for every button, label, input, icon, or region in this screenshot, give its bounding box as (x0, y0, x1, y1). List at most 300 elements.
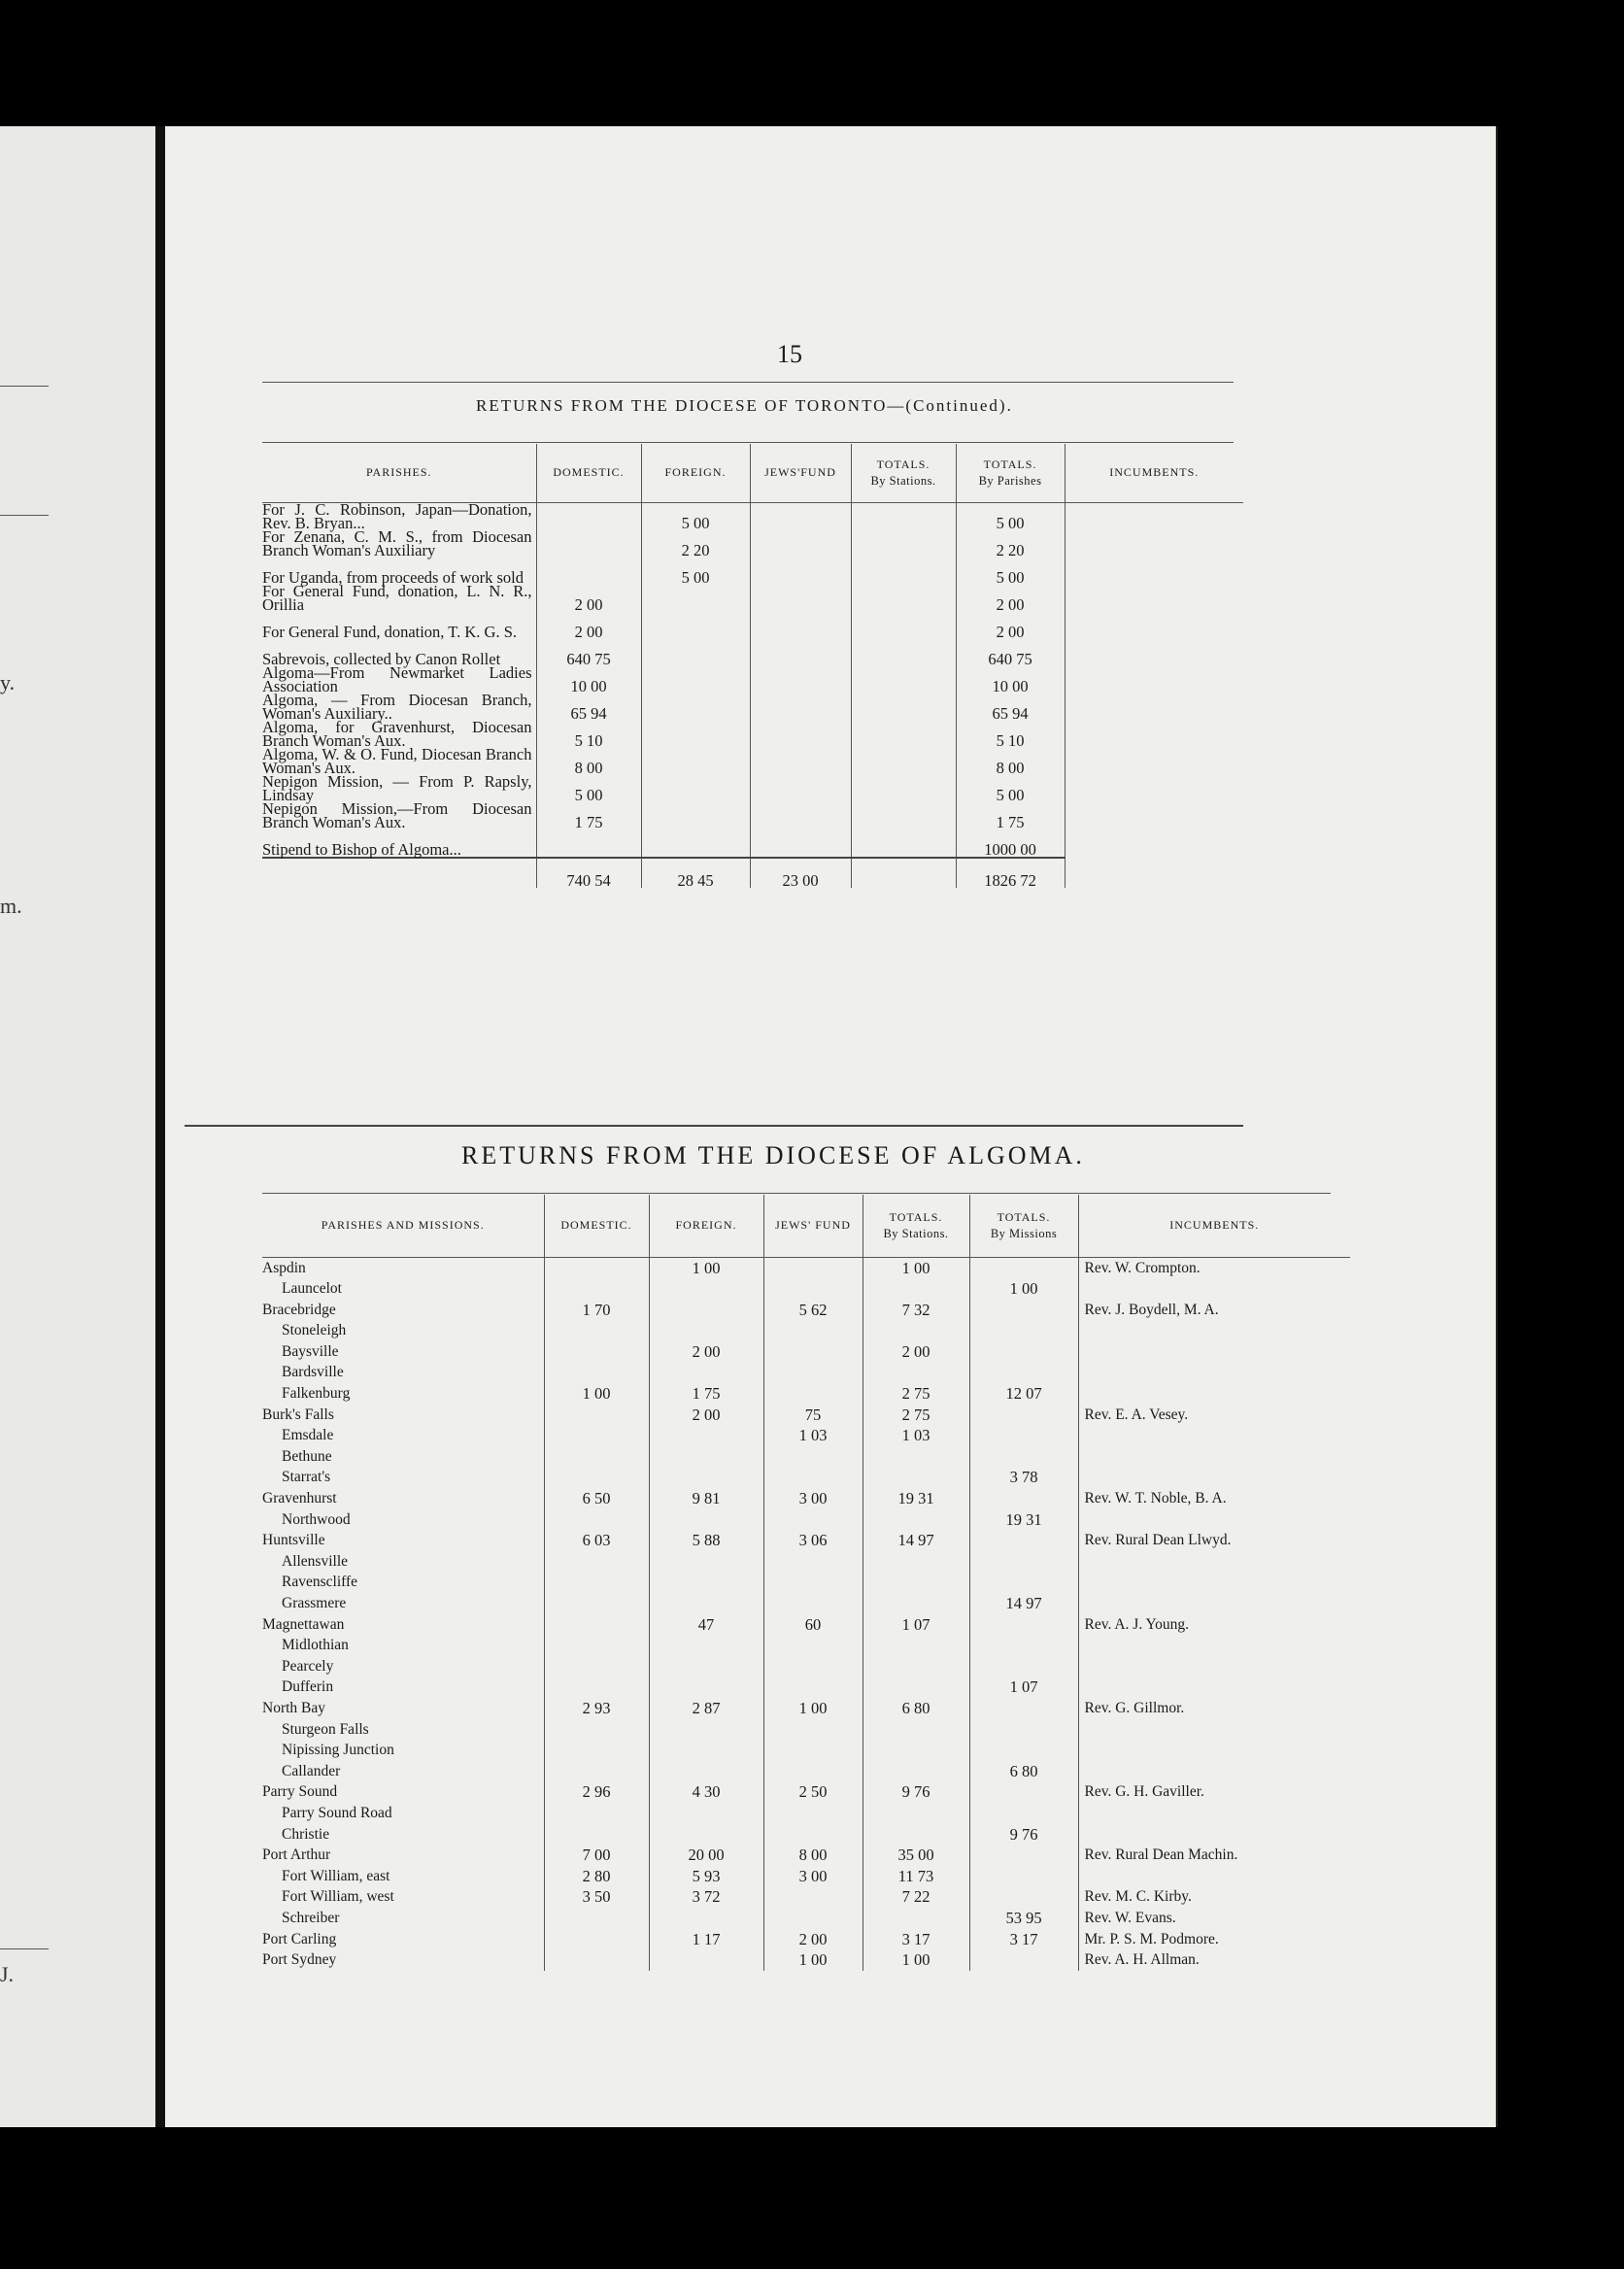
amount-missions (969, 1341, 1078, 1363)
total-domestic: 740 54 (536, 858, 641, 888)
amount-foreign (649, 1572, 763, 1593)
amount-foreign (649, 1300, 763, 1321)
amount-stations: 2 75 (863, 1383, 969, 1405)
table-row (262, 1803, 1350, 1824)
amount-stations (851, 748, 956, 775)
amount-missions (969, 1866, 1078, 1887)
mission-name: Dufferin (282, 1678, 334, 1696)
amount-domestic: 2 80 (544, 1866, 649, 1887)
parish-name: Algoma—From Newmarket Ladies Association (262, 662, 532, 695)
amount-domestic (544, 1949, 649, 1971)
amount-domestic (536, 530, 641, 558)
amount-jews (763, 1320, 863, 1341)
amount-foreign: 4 30 (649, 1781, 763, 1803)
col-header-jews-fund: JEWS'FUND (750, 444, 851, 502)
table-row (262, 1341, 1350, 1363)
incumbent (1078, 1425, 1350, 1446)
amount-domestic: 640 75 (536, 639, 641, 666)
amount-jews (763, 1509, 863, 1531)
amount-foreign (641, 639, 750, 666)
incumbent (1065, 639, 1243, 666)
table-row (262, 1446, 1350, 1468)
parish-name: Nepigon Mission, — From P. Rapsly, Lindsay (262, 771, 532, 804)
amount-stations: 14 97 (863, 1530, 969, 1551)
amount-parishes: 5 00 (956, 558, 1065, 585)
amount-domestic (544, 1341, 649, 1363)
amount-stations (863, 1656, 969, 1677)
amount-jews (763, 1257, 863, 1278)
book-gutter (155, 126, 165, 2127)
parish-name: Algoma, W. & O. Fund, Diocesan Branch Woman's Aux. (262, 744, 532, 777)
amount-jews (763, 1740, 863, 1761)
amount-jews: 60 (763, 1614, 863, 1636)
table-row (262, 802, 1243, 830)
mission-name: Parry Sound Road (282, 1804, 392, 1821)
amount-jews: 8 00 (763, 1845, 863, 1866)
table-row (262, 612, 1243, 639)
amount-stations: 11 73 (863, 1866, 969, 1887)
parish-name: For J. C. Robinson, Japan—Donation, Rev. B. Bryan... (262, 499, 532, 532)
amount-foreign (649, 1509, 763, 1531)
table-row (262, 1866, 1350, 1887)
amount-domestic (544, 1467, 649, 1488)
header-sub-label: By Stations. (883, 1226, 949, 1240)
amount-missions (969, 1803, 1078, 1824)
mission-name: Grassmere (282, 1595, 347, 1611)
mission-name: Port Carling (262, 1930, 337, 1947)
amount-jews (763, 1278, 863, 1300)
amount-stations: 2 75 (863, 1405, 969, 1426)
mission-name: Launcelot (282, 1280, 342, 1298)
header-label: TOTALS. (876, 457, 930, 471)
amount-foreign: 2 00 (649, 1405, 763, 1426)
amount-jews: 3 06 (763, 1530, 863, 1551)
amount-missions (969, 1886, 1078, 1908)
amount-stations: 9 76 (863, 1781, 969, 1803)
amount-foreign (649, 1656, 763, 1677)
amount-foreign (649, 1320, 763, 1341)
mission-name: Falkenburg (282, 1385, 351, 1403)
table-row (262, 1740, 1350, 1761)
amount-jews (750, 694, 851, 721)
mission-name: Nipissing Junction (282, 1742, 394, 1759)
table-row (262, 585, 1243, 612)
amount-foreign (641, 721, 750, 748)
amount-domestic (536, 558, 641, 585)
amount-domestic (544, 1362, 649, 1383)
header-sub-label: By Parishes (978, 473, 1042, 488)
amount-stations (863, 1719, 969, 1741)
mission-name: Port Arthur (262, 1846, 331, 1864)
amount-domestic (544, 1278, 649, 1300)
incumbent (1065, 694, 1243, 721)
algoma-header-top-rule (262, 1193, 1331, 1194)
amount-foreign: 1 75 (649, 1383, 763, 1405)
header-label: TOTALS. (889, 1209, 943, 1224)
amount-jews (763, 1362, 863, 1383)
amount-domestic (544, 1908, 649, 1929)
amount-domestic (544, 1635, 649, 1656)
amount-missions: 53 95 (969, 1908, 1078, 1929)
amount-domestic: 2 00 (536, 612, 641, 639)
amount-missions (969, 1446, 1078, 1468)
table-row (262, 558, 1243, 585)
toronto-header-top-rule (262, 442, 1234, 443)
amount-foreign: 3 72 (649, 1886, 763, 1908)
amount-jews: 1 00 (763, 1949, 863, 1971)
facing-page-rule (0, 515, 49, 516)
mission-name: Schreiber (282, 1909, 340, 1926)
amount-foreign (641, 585, 750, 612)
amount-parishes: 10 00 (956, 666, 1065, 694)
amount-domestic (544, 1425, 649, 1446)
amount-domestic (544, 1761, 649, 1782)
incumbent (1078, 1676, 1350, 1698)
amount-stations (863, 1320, 969, 1341)
mission-name: Midlothian (282, 1637, 349, 1654)
incumbent (1078, 1656, 1350, 1677)
table-row (262, 1886, 1350, 1908)
amount-jews (763, 1635, 863, 1656)
amount-missions: 3 17 (969, 1929, 1078, 1950)
amount-domestic: 65 94 (536, 694, 641, 721)
col-header-foreign: FOREIGN. (649, 1195, 763, 1257)
incumbent (1078, 1362, 1350, 1383)
amount-foreign (649, 1362, 763, 1383)
incumbent (1078, 1824, 1350, 1846)
table-row (262, 1656, 1350, 1677)
amount-domestic: 8 00 (536, 748, 641, 775)
table-row (262, 748, 1243, 775)
amount-missions (969, 1362, 1078, 1383)
amount-stations (851, 612, 956, 639)
amount-jews (763, 1383, 863, 1405)
mission-name: Gravenhurst (262, 1490, 337, 1507)
amount-jews (763, 1341, 863, 1363)
amount-foreign: 2 00 (649, 1341, 763, 1363)
amount-jews (750, 802, 851, 830)
incumbent (1065, 802, 1243, 830)
amount-foreign (649, 1676, 763, 1698)
amount-domestic: 2 96 (544, 1781, 649, 1803)
amount-domestic: 1 70 (544, 1300, 649, 1321)
incumbent (1078, 1320, 1350, 1341)
amount-stations: 1 07 (863, 1614, 969, 1636)
amount-stations (851, 802, 956, 830)
amount-foreign: 20 00 (649, 1845, 763, 1866)
amount-foreign (649, 1446, 763, 1468)
col-header-jews-fund: JEWS' FUND (763, 1195, 863, 1257)
amount-stations: 1 00 (863, 1949, 969, 1971)
amount-foreign (641, 802, 750, 830)
amount-foreign: 47 (649, 1614, 763, 1636)
amount-stations: 35 00 (863, 1845, 969, 1866)
parish-name: Algoma, for Gravenhurst, Diocesan Branch Woman's Aux. (262, 717, 532, 750)
table-row (262, 1572, 1350, 1593)
amount-stations (851, 639, 956, 666)
mission-name: Northwood (282, 1510, 351, 1528)
amount-domestic (544, 1614, 649, 1636)
incumbent (1078, 1446, 1350, 1468)
amount-parishes: 640 75 (956, 639, 1065, 666)
mission-name: Aspdin (262, 1259, 306, 1276)
amount-domestic: 5 00 (536, 775, 641, 802)
mission-name: North Bay (262, 1699, 326, 1716)
amount-domestic (544, 1257, 649, 1278)
amount-domestic (544, 1320, 649, 1341)
totals-label (262, 858, 536, 888)
mission-name: Emsdale (282, 1427, 334, 1444)
amount-stations (851, 694, 956, 721)
incumbent (1065, 612, 1243, 639)
parish-name: For General Fund, donation, L. N. R., Orillia (262, 581, 532, 614)
col-header-domestic: DOMESTIC. (536, 444, 641, 502)
table-row (262, 1761, 1350, 1782)
amount-domestic (544, 1929, 649, 1950)
amount-domestic: 6 50 (544, 1488, 649, 1509)
table-row (262, 1509, 1350, 1531)
amount-jews (763, 1572, 863, 1593)
amount-stations (863, 1572, 969, 1593)
incumbent (1065, 830, 1243, 858)
amount-foreign (649, 1740, 763, 1761)
amount-jews: 1 00 (763, 1698, 863, 1719)
amount-jews: 5 62 (763, 1300, 863, 1321)
amount-missions (969, 1845, 1078, 1866)
amount-foreign (641, 666, 750, 694)
amount-stations (863, 1908, 969, 1929)
amount-stations (863, 1593, 969, 1614)
amount-jews (763, 1676, 863, 1698)
amount-stations: 2 00 (863, 1341, 969, 1363)
amount-foreign (649, 1824, 763, 1846)
amount-foreign (649, 1551, 763, 1573)
facing-page-rule (0, 386, 49, 387)
amount-foreign: 5 00 (641, 502, 750, 530)
col-header-totals-stations (851, 444, 956, 502)
amount-stations: 7 22 (863, 1886, 969, 1908)
incumbent (1078, 1509, 1350, 1531)
amount-stations (863, 1761, 969, 1782)
amount-stations (851, 558, 956, 585)
amount-domestic (544, 1446, 649, 1468)
table-row (262, 639, 1243, 666)
col-header-incumbents: INCUMBENTS. (1078, 1195, 1350, 1257)
incumbent (1065, 721, 1243, 748)
amount-missions: 9 76 (969, 1824, 1078, 1846)
table-row (262, 1278, 1350, 1300)
table-row (262, 1488, 1350, 1509)
total-parishes: 1826 72 (956, 858, 1065, 888)
col-header-incumbents: INCUMBENTS. (1065, 444, 1243, 502)
incumbent (1078, 1866, 1350, 1887)
mission-name: Starrat's (282, 1469, 331, 1486)
amount-domestic (536, 502, 641, 530)
amount-stations (851, 666, 956, 694)
amount-missions (969, 1656, 1078, 1677)
incumbent (1078, 1761, 1350, 1782)
amount-missions (969, 1949, 1078, 1971)
amount-jews (763, 1656, 863, 1677)
amount-stations (851, 721, 956, 748)
amount-missions: 14 97 (969, 1593, 1078, 1614)
mission-name: Callander (282, 1762, 341, 1779)
amount-missions (969, 1320, 1078, 1341)
incumbent: Rev. J. Boydell, M. A. (1078, 1300, 1350, 1321)
amount-foreign: 1 17 (649, 1929, 763, 1950)
amount-domestic (544, 1824, 649, 1846)
amount-missions (969, 1425, 1078, 1446)
amount-jews (763, 1593, 863, 1614)
col-header-totals-stations (863, 1195, 969, 1257)
incumbent (1078, 1740, 1350, 1761)
amount-foreign (641, 748, 750, 775)
totals-row (262, 858, 1243, 888)
amount-parishes: 5 00 (956, 502, 1065, 530)
amount-stations (863, 1362, 969, 1383)
amount-stations (863, 1551, 969, 1573)
amount-missions (969, 1405, 1078, 1426)
table-row (262, 1781, 1350, 1803)
table-row (262, 1824, 1350, 1846)
amount-foreign: 5 88 (649, 1530, 763, 1551)
amount-domestic: 1 00 (544, 1383, 649, 1405)
amount-domestic (544, 1719, 649, 1741)
amount-domestic (544, 1509, 649, 1531)
amount-stations (863, 1467, 969, 1488)
document-page (165, 126, 1498, 2127)
incumbent (1065, 748, 1243, 775)
incumbent: Mr. P. S. M. Podmore. (1078, 1929, 1350, 1950)
incumbent (1065, 666, 1243, 694)
amount-stations: 19 31 (863, 1488, 969, 1509)
incumbent: Rev. G. H. Gaviller. (1078, 1781, 1350, 1803)
amount-domestic (544, 1740, 649, 1761)
amount-parishes: 1 75 (956, 802, 1065, 830)
amount-jews (750, 775, 851, 802)
mission-name: Fort William, east (282, 1867, 390, 1884)
total-stations (851, 858, 956, 888)
amount-missions: 1 00 (969, 1278, 1078, 1300)
section-divider (185, 1125, 1243, 1127)
incumbent (1078, 1467, 1350, 1488)
table-row (262, 1635, 1350, 1656)
table-row (262, 1614, 1350, 1636)
facing-page-fragment: m. (0, 894, 22, 918)
incumbent (1078, 1635, 1350, 1656)
amount-foreign (641, 612, 750, 639)
incumbent (1078, 1341, 1350, 1363)
amount-stations (851, 830, 956, 858)
amount-jews (750, 721, 851, 748)
incumbent: Rev. Rural Dean Llwyd. (1078, 1530, 1350, 1551)
mission-name: Sturgeon Falls (282, 1720, 369, 1738)
amount-foreign (649, 1467, 763, 1488)
incumbent: Rev. M. C. Kirby. (1078, 1886, 1350, 1908)
incumbent (1078, 1551, 1350, 1573)
amount-missions: 1 07 (969, 1676, 1078, 1698)
total-incumbents (1065, 858, 1243, 888)
amount-jews (763, 1824, 863, 1846)
amount-missions (969, 1698, 1078, 1719)
incumbent (1065, 530, 1243, 558)
amount-foreign (649, 1719, 763, 1741)
amount-missions (969, 1572, 1078, 1593)
table-row (262, 1719, 1350, 1741)
amount-foreign (649, 1761, 763, 1782)
mission-name: Ravenscliffe (282, 1574, 358, 1591)
amount-stations (863, 1446, 969, 1468)
amount-parishes: 2 00 (956, 585, 1065, 612)
incumbent (1078, 1803, 1350, 1824)
amount-missions (969, 1614, 1078, 1636)
amount-parishes: 5 10 (956, 721, 1065, 748)
amount-jews (750, 612, 851, 639)
amount-jews (750, 639, 851, 666)
total-jews-fund: 23 00 (750, 858, 851, 888)
table-row (262, 830, 1243, 858)
top-rule (262, 382, 1234, 383)
amount-foreign (649, 1635, 763, 1656)
table-row (262, 1405, 1350, 1426)
header-label: TOTALS. (983, 457, 1037, 471)
amount-jews (750, 830, 851, 858)
amount-foreign: 5 93 (649, 1866, 763, 1887)
parish-name: For General Fund, donation, T. K. G. S. (262, 622, 517, 641)
amount-jews: 2 50 (763, 1781, 863, 1803)
incumbent: Rev. E. A. Vesey. (1078, 1405, 1350, 1426)
amount-jews (763, 1446, 863, 1468)
mission-name: Bracebridge (262, 1301, 336, 1318)
amount-missions: 3 78 (969, 1467, 1078, 1488)
amount-domestic: 5 10 (536, 721, 641, 748)
amount-foreign: 2 87 (649, 1698, 763, 1719)
table-row (262, 775, 1243, 802)
table-row (262, 1676, 1350, 1698)
amount-jews (763, 1761, 863, 1782)
table-row (262, 1320, 1350, 1341)
mission-name: Christie (282, 1825, 330, 1843)
amount-missions (969, 1719, 1078, 1741)
total-foreign: 28 45 (641, 858, 750, 888)
algoma-title: RETURNS FROM THE DIOCESE OF ALGOMA. (461, 1141, 1085, 1169)
incumbent (1078, 1593, 1350, 1614)
amount-jews (750, 530, 851, 558)
amount-jews (763, 1803, 863, 1824)
incumbent (1078, 1278, 1350, 1300)
amount-stations (863, 1824, 969, 1846)
amount-foreign (649, 1803, 763, 1824)
amount-stations: 1 00 (863, 1257, 969, 1278)
amount-domestic: 3 50 (544, 1886, 649, 1908)
amount-missions (969, 1300, 1078, 1321)
incumbent: Rev. A. H. Allman. (1078, 1949, 1350, 1971)
col-header-totals-parishes (956, 444, 1065, 502)
algoma-returns-table (262, 1195, 1350, 1971)
amount-jews: 3 00 (763, 1866, 863, 1887)
amount-foreign: 5 00 (641, 558, 750, 585)
table-row (262, 1698, 1350, 1719)
table-row (262, 1300, 1350, 1321)
amount-parishes: 2 20 (956, 530, 1065, 558)
col-header-parishes-missions: PARISHES AND MISSIONS. (262, 1195, 544, 1257)
incumbent: Rev. W. Crompton. (1078, 1257, 1350, 1278)
amount-stations (851, 585, 956, 612)
mission-name: Huntsville (262, 1532, 325, 1549)
amount-jews (750, 585, 851, 612)
mission-name: Fort William, west (282, 1888, 394, 1906)
incumbent (1078, 1383, 1350, 1405)
